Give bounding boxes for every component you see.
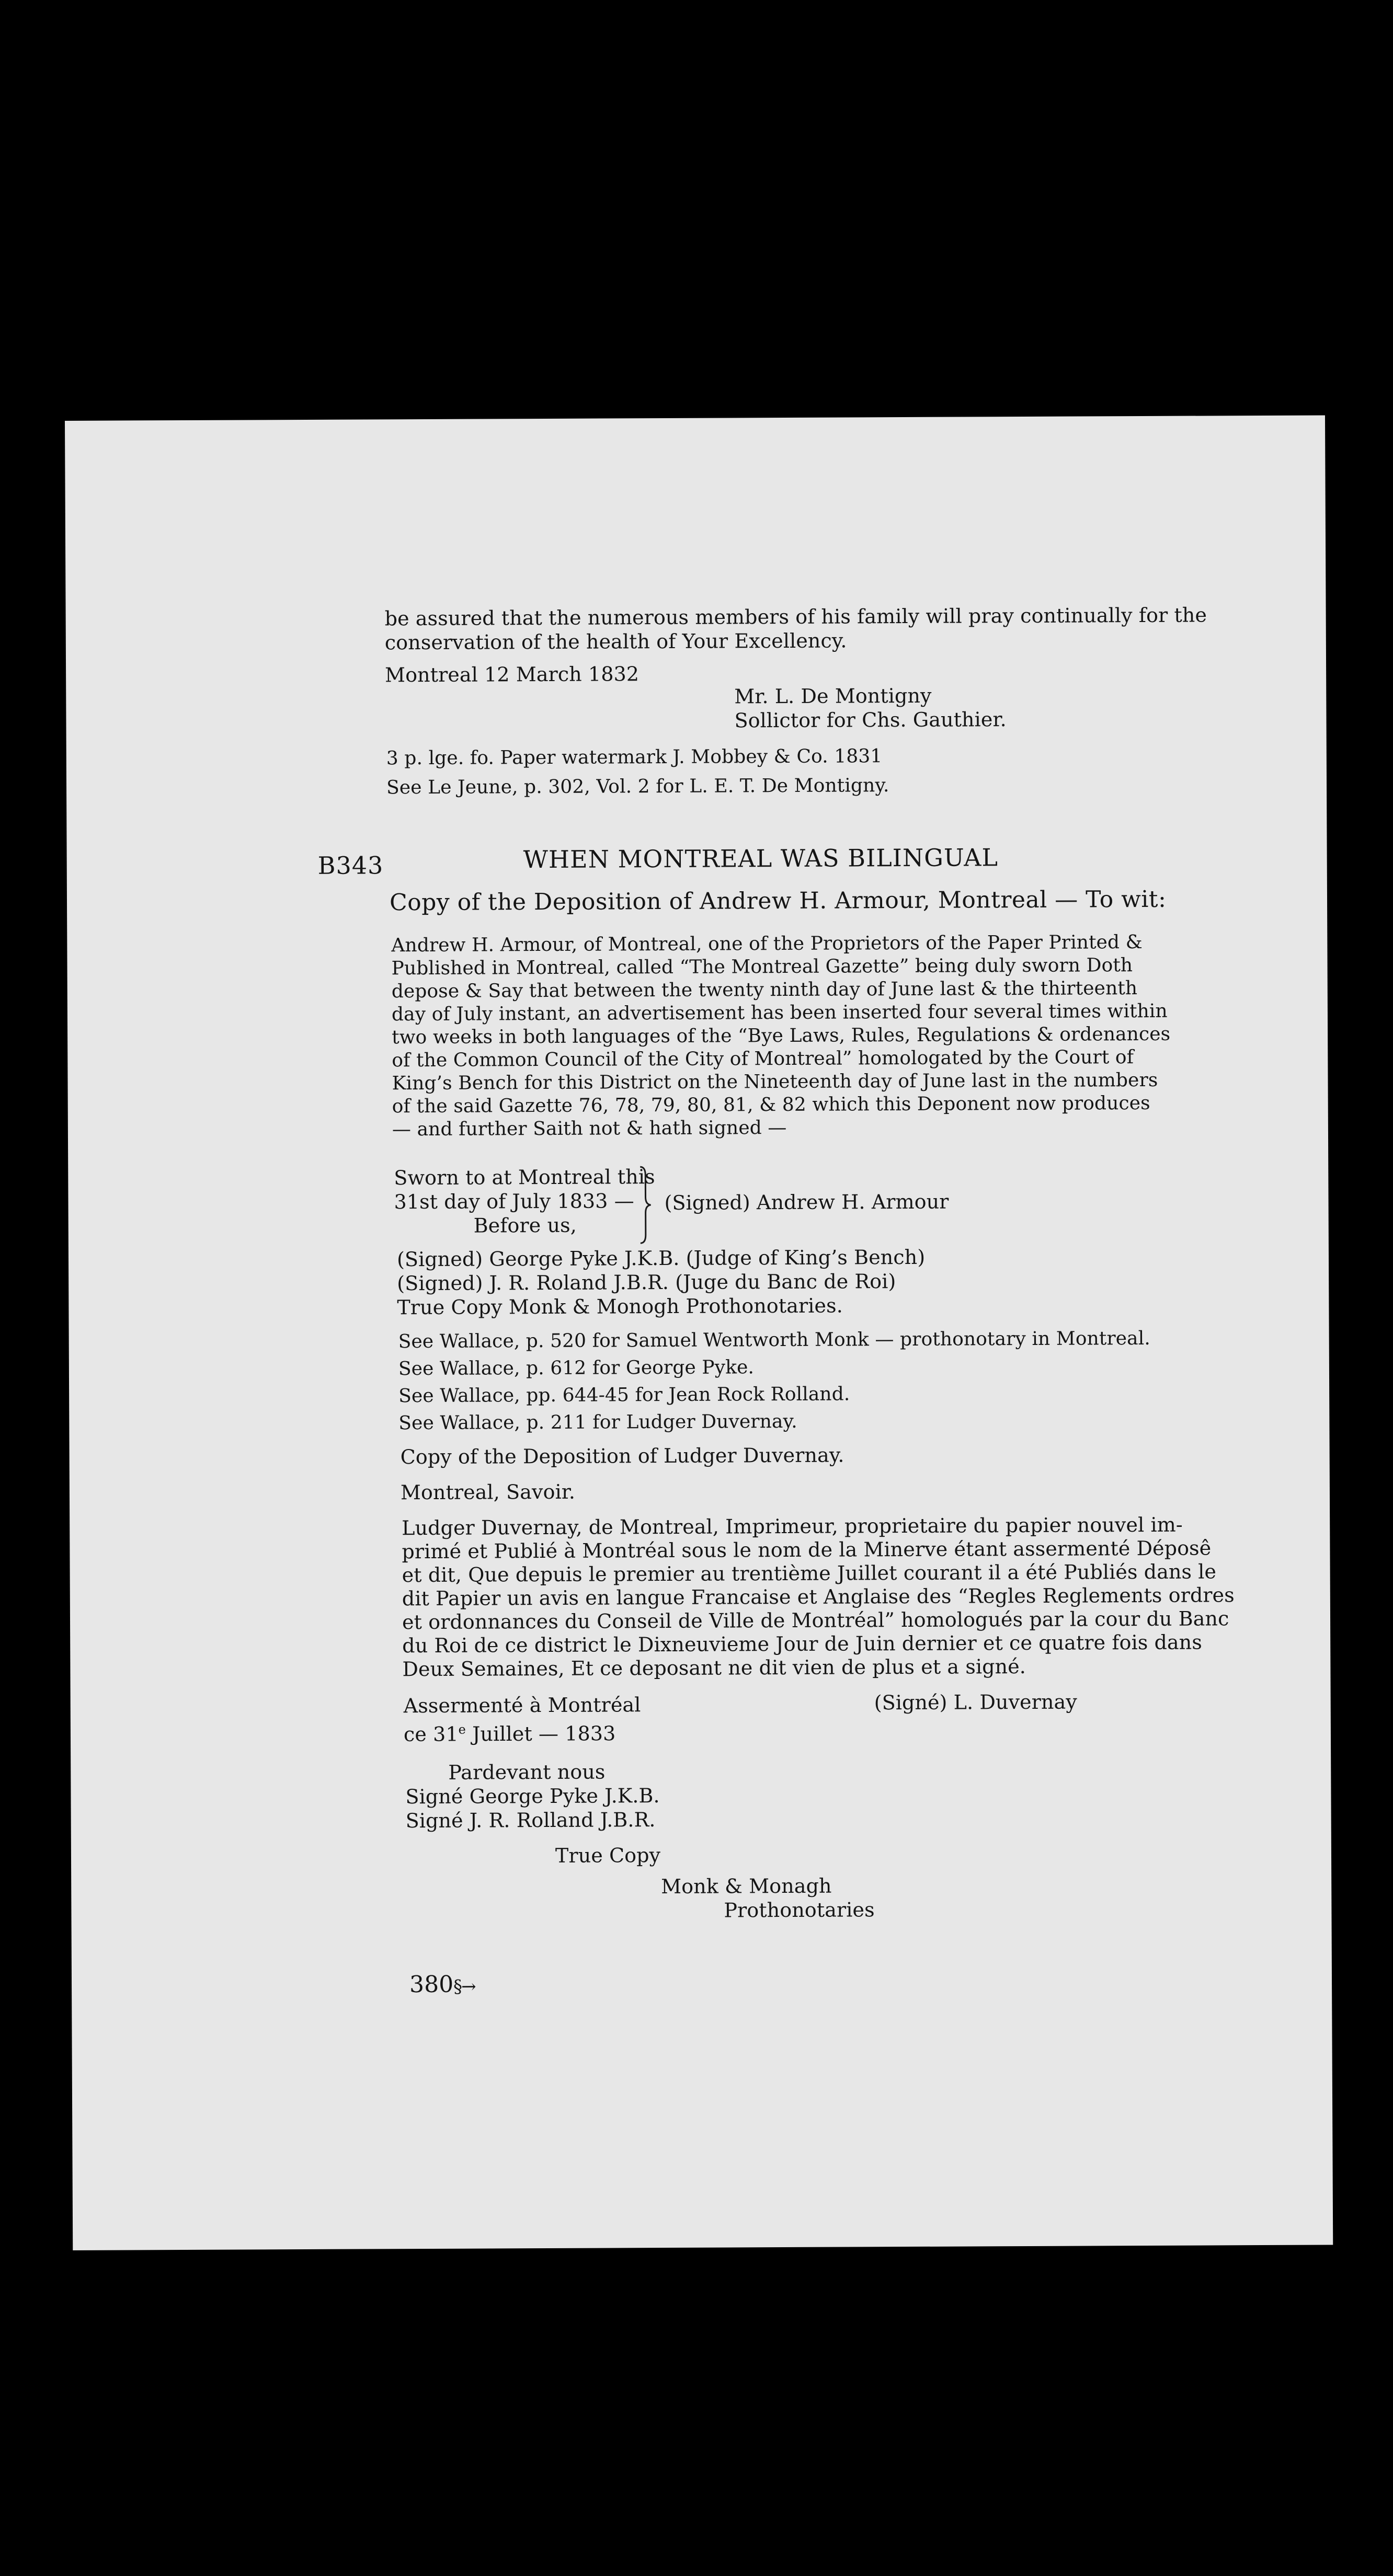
asserm-day: ce 31 bbox=[403, 1722, 459, 1746]
curly-brace bbox=[638, 1166, 652, 1244]
true-copy-monk: True Copy Monk & Monogh Prothonotaries. bbox=[397, 1294, 843, 1319]
deposition2-heading: Copy of the Deposition of Ludger Duvernay. bbox=[400, 1443, 844, 1469]
deposition1-line: of the said Gazette 76, 78, 79, 80, 81, & 82 which this Deponent now produces bbox=[392, 1092, 1150, 1118]
deposition2-line: et dit, Que depuis le premier au trentième Juillet courant il a été Publiés dans le bbox=[402, 1560, 1217, 1587]
deposition1-line: — and further Saith not & hath signed — bbox=[392, 1117, 787, 1141]
asserm-line-2 bbox=[404, 1717, 616, 1746]
wallace-ref: See Wallace, pp. 644-45 for Jean Rock Rolland. bbox=[398, 1383, 850, 1407]
deposition1-line: Published in Montreal, called “The Montreal Gazette” being duly sworn Doth bbox=[391, 954, 1133, 980]
letter-signature-role: Sollictor for Chs. Gauthier. bbox=[734, 708, 1007, 732]
sworn-line-1: Sworn to at Montreal this bbox=[394, 1165, 655, 1190]
true-copy: True Copy bbox=[555, 1844, 661, 1867]
deposition1-line: King’s Bench for this District on the Nineteenth day of June last in the numbers bbox=[392, 1069, 1158, 1095]
asserm-line-1: Assermenté à Montréal bbox=[403, 1693, 641, 1718]
signed-armour: (Signed) Andrew H. Armour bbox=[664, 1190, 949, 1215]
letter-line-1: be assured that the numerous members of his family will pray continually for the bbox=[384, 603, 1207, 630]
deposition1-line: two weeks in both languages of the “Bye Laws, Rules, Regulations & ordenances bbox=[392, 1023, 1171, 1049]
signe-rolland: Signé J. R. Rolland J.B.R. bbox=[405, 1808, 656, 1833]
deposition2-line: Ludger Duvernay, de Montreal, Imprimeur, proprietaire du papier nouvel im- bbox=[402, 1513, 1183, 1540]
wallace-ref: See Wallace, p. 612 for George Pyke. bbox=[398, 1356, 755, 1380]
signed-roland: (Signed) J. R. Roland J.B.R. (Juge du Banc de Roi) bbox=[397, 1270, 896, 1295]
asserm-date: Juillet — 1833 bbox=[465, 1722, 616, 1746]
section-title: WHEN MONTREAL WAS BILINGUAL bbox=[523, 843, 999, 874]
sworn-line-2: 31st day of July 1833 — bbox=[394, 1189, 634, 1214]
paper-note: 3 p. lge. fo. Paper watermark J. Mobbey & Co. 1831 bbox=[386, 745, 883, 769]
section-id: B343 bbox=[317, 851, 384, 880]
letter-date: Montreal 12 March 1832 bbox=[385, 662, 640, 687]
page-number: 380 bbox=[409, 1971, 454, 1998]
deposition2-place: Montreal, Savoir. bbox=[400, 1480, 576, 1504]
pardevant: Pardevant nous bbox=[448, 1760, 606, 1784]
signe-duvernay: (Signé) L. Duvernay bbox=[874, 1690, 1077, 1715]
monk-monagh: Monk & Monagh bbox=[661, 1874, 832, 1899]
deposition2-line: dit Papier un avis en langue Francaise et Anglaise des “Regles Reglements ordres bbox=[402, 1583, 1235, 1611]
letter-signature-name: Mr. L. De Montigny bbox=[734, 684, 932, 708]
prothonotaries: Prothonotaries bbox=[724, 1898, 875, 1922]
document-page bbox=[65, 415, 1333, 2250]
see-lejeune-note: See Le Jeune, p. 302, Vol. 2 for L. E. T. De Montigny. bbox=[386, 775, 889, 799]
deposition2-line: primé et Publié à Montréal sous le nom de la Minerve étant assermenté Déposê bbox=[402, 1536, 1212, 1563]
signe-pyke: Signé George Pyke J.K.B. bbox=[405, 1784, 660, 1809]
deposition1-line: of the Common Council of the City of Montreal” homologated by the Court of bbox=[392, 1046, 1134, 1072]
letter-line-2: conservation of the health of Your Excellency. bbox=[384, 629, 847, 654]
deposition2-line: Deux Semaines, Et ce deposant ne dit vien de plus et a signé. bbox=[402, 1655, 1026, 1681]
wallace-ref: See Wallace, p. 520 for Samuel Wentworth Monk — prothonotary in Montreal. bbox=[398, 1327, 1150, 1353]
asserm-day-suffix: e bbox=[458, 1722, 466, 1737]
wallace-ref: See Wallace, p. 211 for Ludger Duvernay. bbox=[398, 1410, 797, 1434]
deposition2-line: et ordonnances du Conseil de Ville de Montréal” homologués par la cour du Banc bbox=[402, 1607, 1229, 1634]
signed-pyke: (Signed) George Pyke J.K.B. (Judge of King’s Bench) bbox=[396, 1245, 926, 1271]
deposition2-line: du Roi de ce district le Dixneuvieme Jour de Juin dernier et ce quatre fois dans bbox=[402, 1630, 1203, 1658]
deposition1-line: depose & Say that between the twenty ninth day of June last & the thirteenth bbox=[391, 978, 1138, 1003]
deposition1-heading: Copy of the Deposition of Andrew H. Armour, Montreal — To wit: bbox=[389, 886, 1167, 916]
deposition1-line: day of July instant, an advertisement has been inserted four several times within bbox=[391, 1000, 1168, 1026]
margin-mark: §→ bbox=[453, 1976, 475, 1997]
deposition1-line: Andrew H. Armour, of Montreal, one of the Proprietors of the Paper Printed & bbox=[391, 932, 1143, 957]
sworn-line-3: Before us, bbox=[473, 1213, 577, 1237]
